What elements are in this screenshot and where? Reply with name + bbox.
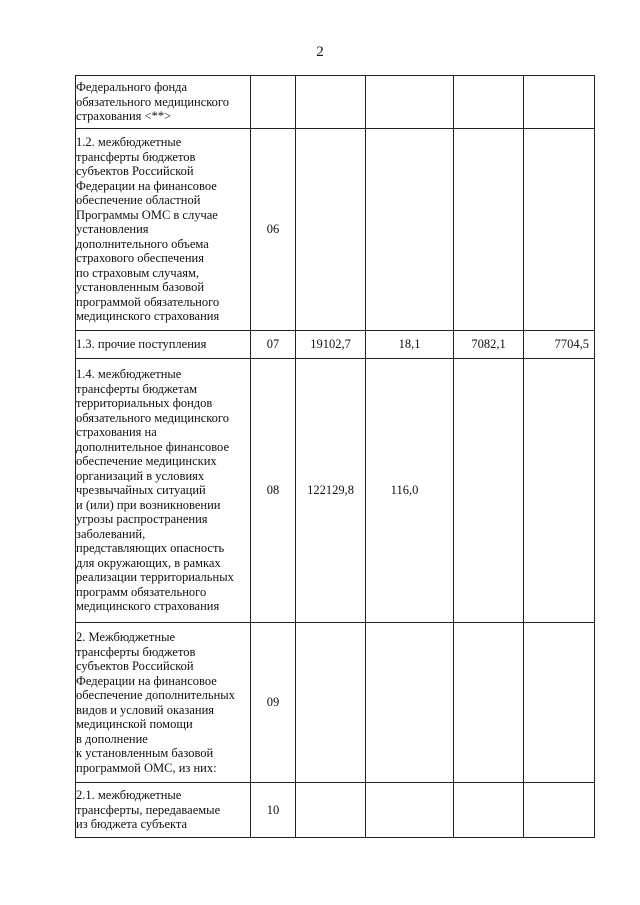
row-name: Федерального фонда обязательного медицинского страхования <**> xyxy=(76,76,251,129)
row-name: 1.2. межбюджетные трансферты бюджетов субъектов Российской Федерации на финансовое обеспечение областной Программы ОМС в случае установления дополнительного объема страхового обеспечения по страховым случаям, установленным базовой программой обязательного медицинского страхования xyxy=(76,129,251,331)
row-value-2 xyxy=(366,623,454,783)
row-value-2: 116,0 xyxy=(366,359,454,623)
row-value-4 xyxy=(524,783,595,838)
row-value-3 xyxy=(454,783,524,838)
row-value-1 xyxy=(296,76,366,129)
row-value-2 xyxy=(366,129,454,331)
row-value-2 xyxy=(366,783,454,838)
table-row xyxy=(76,76,595,129)
table-row xyxy=(76,623,595,783)
row-value-4: 7704,5 xyxy=(524,331,595,359)
page-number: 2 xyxy=(316,44,324,60)
table-row xyxy=(76,359,595,623)
row-name: 2.1. межбюджетные трансферты, передаваемые из бюджета субъекта xyxy=(76,783,251,838)
row-value-2 xyxy=(366,76,454,129)
row-value-3 xyxy=(454,76,524,129)
row-name: 2. Межбюджетные трансферты бюджетов субъектов Российской Федерации на финансовое обеспечение дополнительных видов и условий оказания медицинской помощи в дополнение к установленным базовой программой ОМС, из них: xyxy=(76,623,251,783)
row-value-4 xyxy=(524,623,595,783)
report-table xyxy=(75,75,595,838)
row-value-1: 19102,7 xyxy=(296,331,366,359)
row-value-1 xyxy=(296,129,366,331)
row-value-1 xyxy=(296,783,366,838)
row-code: 09 xyxy=(251,623,296,783)
row-value-1 xyxy=(296,623,366,783)
table-row xyxy=(76,331,595,359)
row-value-4 xyxy=(524,129,595,331)
row-code: 06 xyxy=(251,129,296,331)
row-value-4 xyxy=(524,76,595,129)
row-code: 08 xyxy=(251,359,296,623)
table-row xyxy=(76,783,595,838)
table-row xyxy=(76,129,595,331)
row-name: 1.4. межбюджетные трансферты бюджетам территориальных фондов обязательного медицинского страхования на дополнительное финансовое обеспечение медицинских организаций в условиях чрезвычайных ситуаций и (или) при возникновении угрозы распространения заболеваний, представляющих опасность для окружающих, в рамках реализации территориальных программ обязательного медицинского страхования xyxy=(76,359,251,623)
row-code: 07 xyxy=(251,331,296,359)
row-value-3 xyxy=(454,359,524,623)
row-code xyxy=(251,76,296,129)
row-value-3 xyxy=(454,129,524,331)
row-name: 1.3. прочие поступления xyxy=(76,331,251,359)
row-value-3 xyxy=(454,623,524,783)
row-value-4 xyxy=(524,359,595,623)
row-value-2: 18,1 xyxy=(366,331,454,359)
row-value-3: 7082,1 xyxy=(454,331,524,359)
row-value-1: 122129,8 xyxy=(296,359,366,623)
row-code: 10 xyxy=(251,783,296,838)
